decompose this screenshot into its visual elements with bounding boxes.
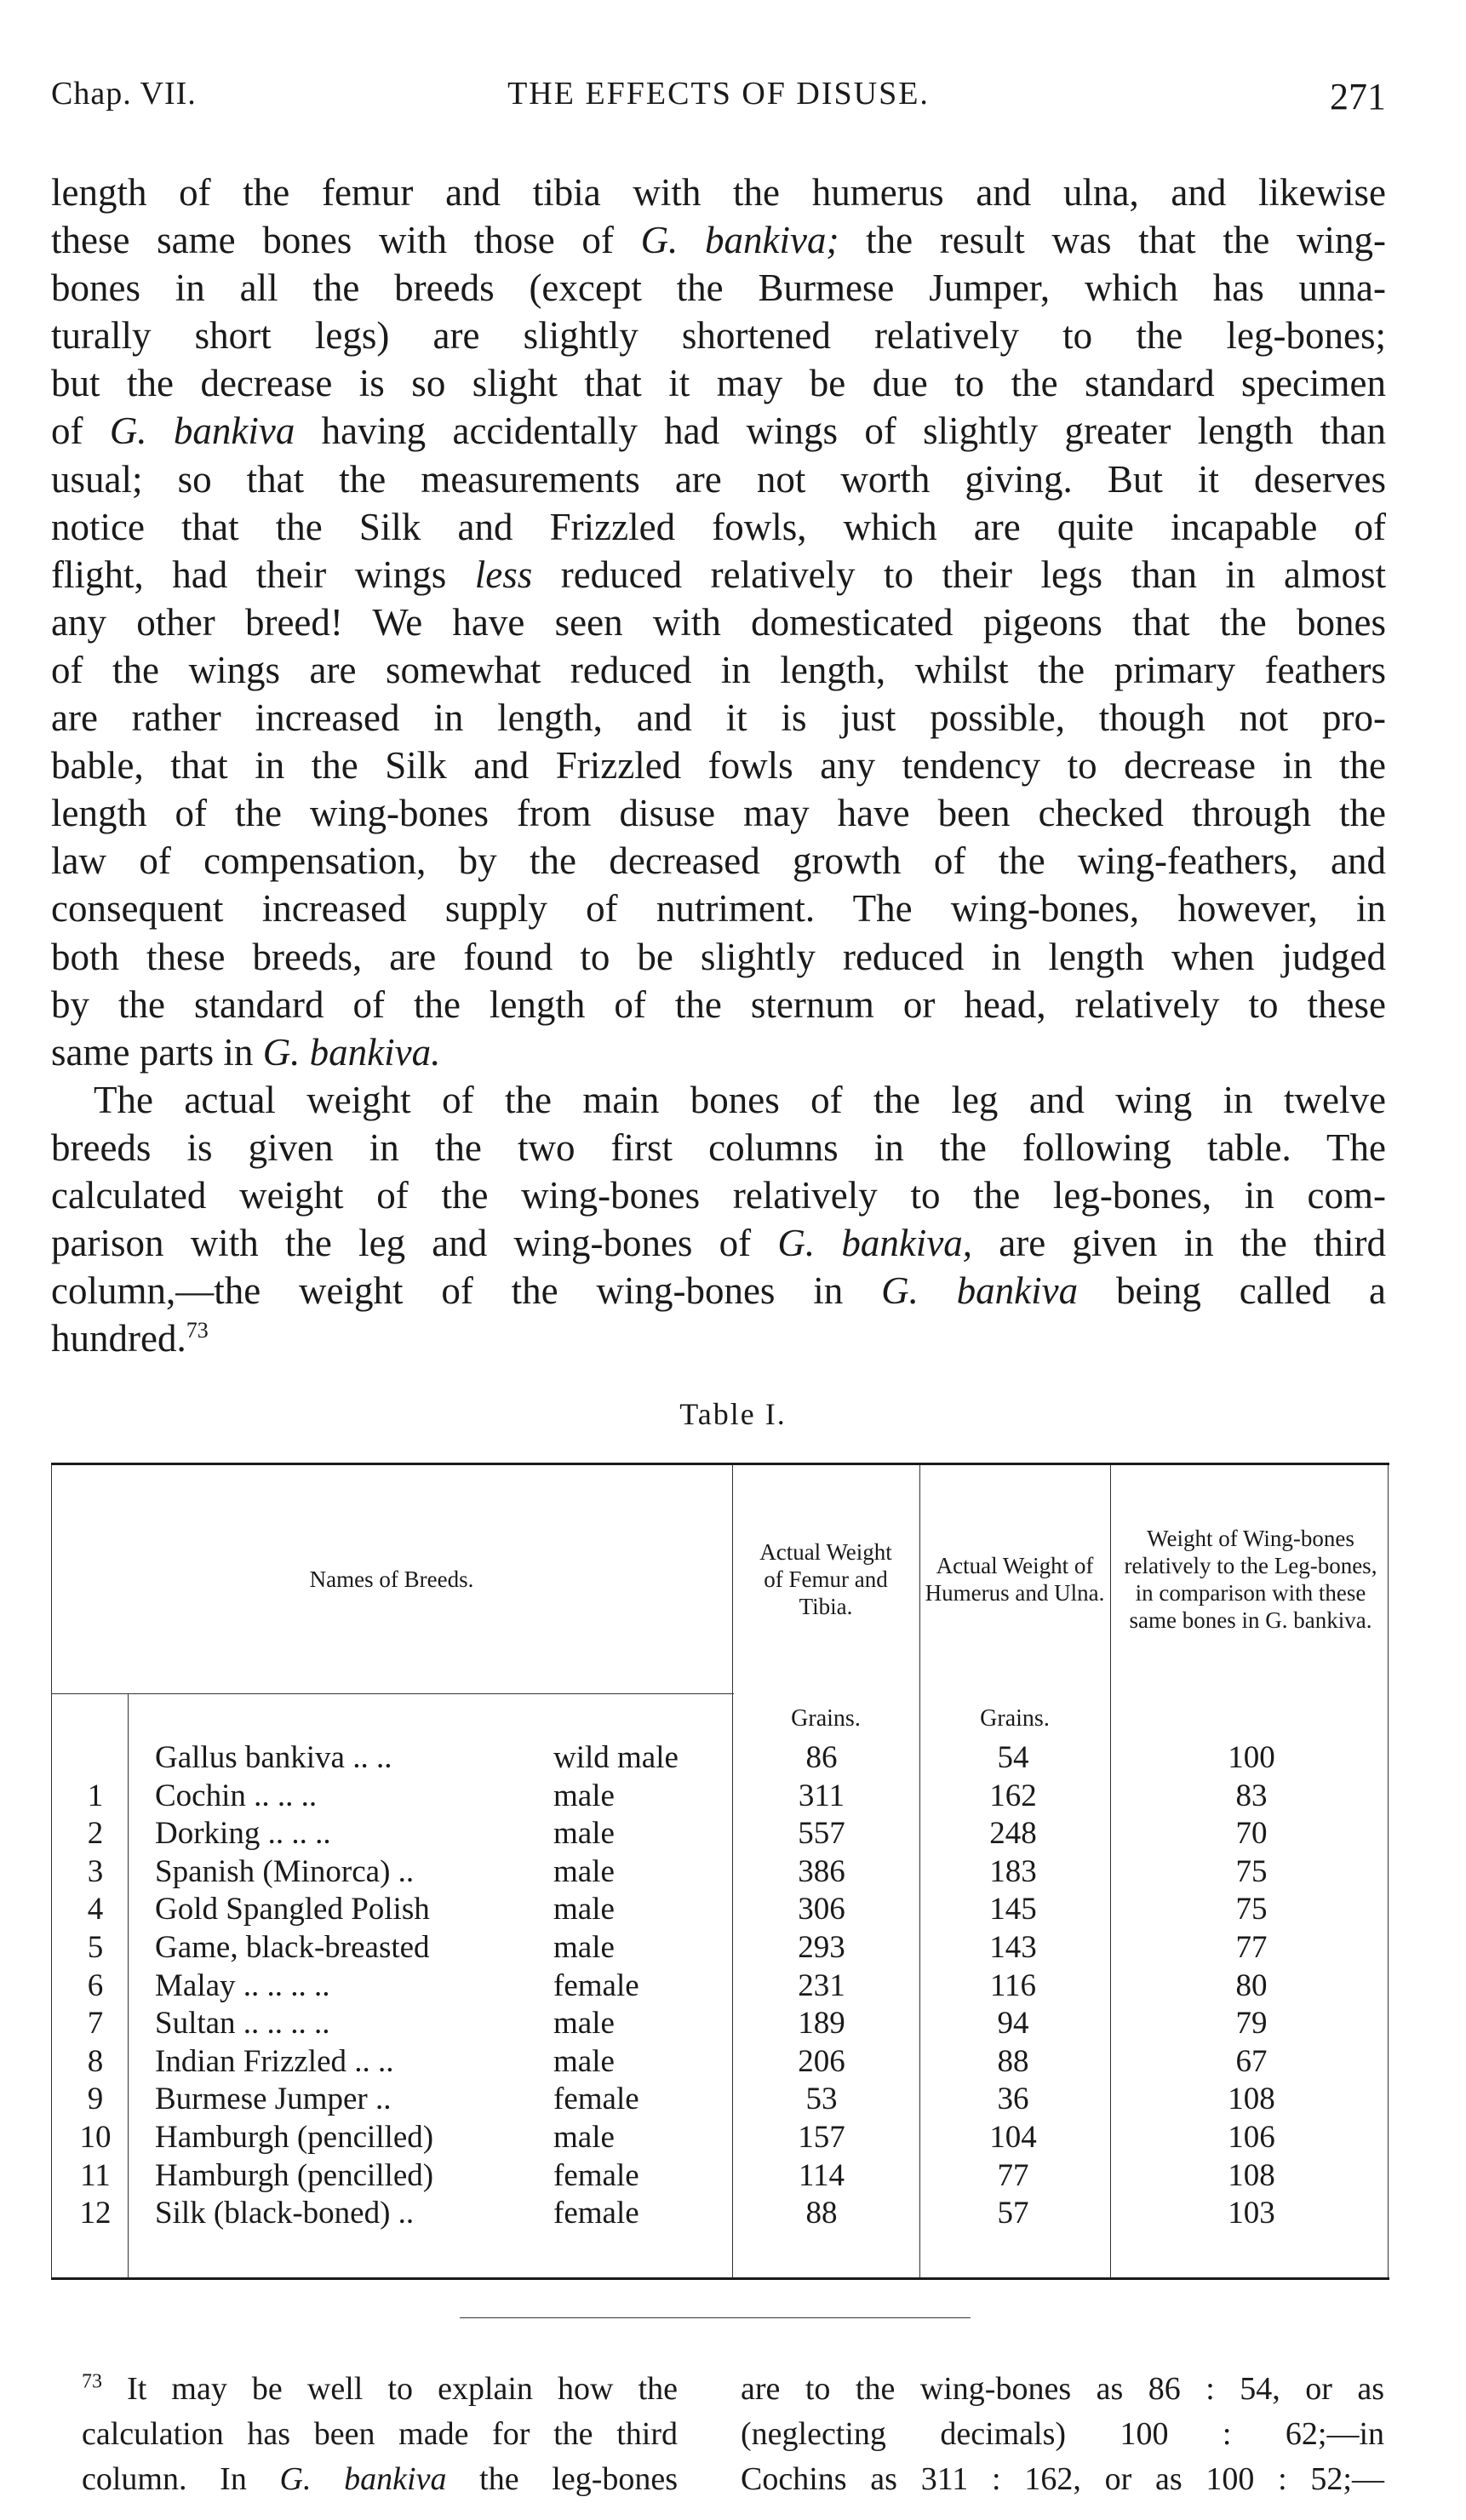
humerus-weight: 143: [989, 1930, 1037, 1965]
breed-sex: male: [553, 1778, 615, 1813]
breed-sex: male: [553, 1853, 615, 1889]
relative-weight: 83: [1235, 1778, 1268, 1813]
breed-name: Gold Spangled Polish: [155, 1892, 430, 1927]
text-line: [82, 2412, 678, 2457]
text-line: [741, 2412, 1384, 2457]
text-run: bones in all the breeds (except the Burmese Jumper, which has unna-: [51, 266, 1386, 310]
text-line: [51, 1076, 1386, 1124]
row-number: 7: [87, 2006, 104, 2042]
table-row: [51, 2195, 1389, 2232]
body-text: [51, 169, 1386, 1362]
row-number: 1: [87, 1778, 104, 1813]
text-run: any other breed! We have seen with domesticated pigeons that the bones: [51, 600, 1386, 644]
table-row: [51, 1967, 1389, 2005]
relative-weight: 79: [1235, 2006, 1268, 2042]
humerus-weight: 57: [997, 2196, 1029, 2231]
femur-weight: 311: [798, 1778, 845, 1813]
text-line: [51, 1219, 1386, 1267]
chapter-label: Chap. VII.: [51, 76, 197, 112]
humerus-weight: 88: [997, 2043, 1029, 2079]
table-row: [51, 2043, 1389, 2081]
text-run: length of the wing-bones from disuse may have been checked through the: [51, 792, 1386, 835]
breed-name: Hamburgh (pencilled): [155, 2157, 434, 2193]
text-run: hundred.: [51, 1317, 186, 1360]
text-run: of the wings are somewhat reduced in length, whilst the primary feathers: [51, 648, 1386, 691]
breed-sex: female: [553, 1967, 639, 2003]
text-run: of: [51, 410, 110, 453]
running-header: [51, 75, 1386, 123]
femur-weight: 86: [805, 1740, 838, 1775]
table-row: [51, 1739, 1389, 1777]
text-line: [741, 2367, 1384, 2412]
text-line: [51, 933, 1386, 981]
text-run: It may be well to explain how the: [102, 2371, 678, 2407]
text-run: Cochins as 311 : 162, or as 100 : 52;—: [741, 2461, 1384, 2497]
text-run: usual; so that the measurements are not worth giving. But it deserves: [51, 457, 1386, 501]
breed-sex: male: [553, 2006, 615, 2042]
row-number: 10: [79, 2120, 112, 2155]
humerus-weight: 116: [989, 1967, 1037, 2003]
breed-name: Malay .. .. .. ..: [155, 1967, 330, 2003]
text-run: flight, had their wings: [51, 553, 475, 596]
unit-humerus: Grains.: [980, 1705, 1050, 1732]
relative-weight: 75: [1235, 1892, 1268, 1927]
text-line: [51, 503, 1386, 551]
text-line: [51, 455, 1386, 503]
humerus-weight: 183: [989, 1853, 1037, 1889]
text-line: [51, 694, 1386, 742]
text-run: calculated weight of the wing-bones relatively to the leg-bones, in com-: [51, 1173, 1386, 1217]
text-line: [51, 1314, 1386, 1362]
text-run: (neglecting decimals) 100 : 62;—in: [741, 2416, 1384, 2452]
relative-weight: 80: [1235, 1967, 1268, 2003]
italic-run: G. bankiva;: [640, 219, 839, 262]
table-row: [51, 1778, 1389, 1815]
text-line: [51, 1028, 1386, 1076]
text-run: are given in the third: [972, 1222, 1386, 1265]
text-line: [51, 264, 1386, 312]
text-line: [51, 981, 1386, 1028]
text-run: consequent increased supply of nutriment. The wing-bones, however, in: [51, 887, 1386, 931]
row-number: 4: [87, 1892, 104, 1927]
text-run: breeds is given in the two first columns in the following table. The: [51, 1125, 1386, 1169]
breed-sex: female: [553, 2196, 639, 2231]
femur-weight: 293: [798, 1930, 845, 1965]
table-row: [51, 2157, 1389, 2195]
row-number: 11: [80, 2157, 111, 2193]
text-run: reduced relatively to their legs than in almost: [532, 553, 1386, 596]
breed-sex: male: [553, 2043, 615, 2079]
header-relative: Weight of Wing-bones relatively to the Leg-bones, in comparison with these same bones in G. bankiva.: [1124, 1526, 1377, 1633]
femur-weight: 114: [798, 2157, 845, 2193]
humerus-weight: 94: [997, 2006, 1029, 2042]
breed-sex: male: [553, 1816, 615, 1852]
text-line: [741, 2457, 1384, 2502]
femur-weight: 88: [805, 2196, 838, 2231]
text-run: are to the wing-bones as 86 : 54, or as: [741, 2371, 1384, 2407]
breed-sex: female: [553, 2082, 639, 2117]
header-femur: Actual Weight of Femur and Tibia.: [759, 1539, 892, 1619]
row-number: 12: [79, 2196, 112, 2231]
femur-weight: 53: [805, 2082, 838, 2117]
text-line: [51, 885, 1386, 932]
italic-run: G. bankiva,: [777, 1222, 973, 1265]
text-run: turally short legs) are slightly shortened relatively to the leg-bones;: [51, 314, 1386, 358]
text-run: bable, that in the Silk and Frizzled fowls any tendency to decrease in the: [51, 744, 1386, 788]
femur-weight: 206: [798, 2043, 845, 2079]
text-line: [51, 646, 1386, 694]
relative-weight: 103: [1228, 2196, 1275, 2231]
text-run: notice that the Silk and Frizzled fowls, which are quite incapable of: [51, 505, 1386, 548]
relative-weight: 108: [1228, 2082, 1275, 2117]
italic-run: G. bankiva.: [262, 1030, 441, 1074]
text-line: [51, 742, 1386, 789]
humerus-weight: 77: [997, 2157, 1029, 2193]
text-run: column,—the weight of the wing-bones in: [51, 1269, 882, 1313]
italic-run: G. bankiva: [279, 2461, 447, 2497]
text-line: [51, 1267, 1386, 1314]
femur-weight: 189: [798, 2006, 845, 2042]
text-run: column. In: [82, 2461, 280, 2497]
header-rule: [51, 1693, 734, 1694]
table-row: [51, 2119, 1389, 2156]
header-humerus: Actual Weight of Humerus and Ulna.: [925, 1553, 1105, 1606]
data-table: [51, 1463, 1389, 2280]
femur-weight: 306: [798, 1892, 845, 1927]
text-line: [51, 216, 1386, 264]
breed-name: Indian Frizzled .. ..: [155, 2043, 394, 2079]
text-run: The actual weight of the main bones of the leg and wing in twelve: [94, 1078, 1386, 1121]
footnote-left-column: [82, 2367, 678, 2502]
text-run: are rather increased in length, and it is just possible, though not pro-: [51, 696, 1386, 740]
femur-weight: 386: [798, 1853, 845, 1889]
femur-weight: 557: [798, 1816, 845, 1852]
italic-run: less: [474, 553, 533, 596]
text-line: [51, 359, 1386, 407]
text-line: [51, 551, 1386, 598]
row-number: 2: [87, 1816, 104, 1852]
running-title: THE EFFECTS OF DISUSE.: [507, 76, 930, 112]
breed-sex: female: [553, 2157, 639, 2193]
footnote-marker: 73: [186, 1318, 209, 1343]
relative-weight: 70: [1235, 1816, 1268, 1852]
italic-run: G. bankiva: [109, 410, 295, 453]
row-number: 8: [87, 2043, 104, 2079]
breed-sex: male: [553, 1930, 615, 1965]
text-line: [51, 598, 1386, 646]
paragraph-1: [51, 169, 1386, 1076]
femur-weight: 231: [798, 1967, 845, 2003]
breed-sex: male: [553, 1892, 615, 1927]
humerus-weight: 36: [997, 2082, 1029, 2117]
paragraph-2: [51, 1076, 1386, 1363]
table-row: [51, 1815, 1389, 1853]
page-number: 271: [1330, 76, 1386, 117]
row-number: 6: [87, 1967, 104, 2003]
breed-name: Burmese Jumper ..: [155, 2082, 392, 2117]
breed-name: Sultan .. .. .. ..: [155, 2006, 330, 2042]
text-line: [82, 2367, 678, 2412]
text-run: these same bones with those of: [51, 219, 641, 262]
text-run: same parts in: [51, 1030, 263, 1074]
footnote-marker: 73: [82, 2370, 102, 2393]
text-line: [51, 837, 1386, 885]
relative-weight: 106: [1228, 2120, 1275, 2155]
text-line: [51, 789, 1386, 837]
table-row: [51, 2081, 1389, 2118]
text-line: [82, 2457, 678, 2502]
relative-weight: 77: [1235, 1930, 1268, 1965]
relative-weight: 100: [1228, 1740, 1275, 1775]
text-run: but the decrease is so slight that it may be due to the standard specimen: [51, 362, 1386, 405]
breed-name: Cochin .. .. ..: [155, 1778, 318, 1813]
humerus-weight: 162: [989, 1778, 1037, 1813]
row-number: 5: [87, 1930, 104, 1965]
humerus-weight: 145: [989, 1892, 1037, 1927]
table-caption: Table I.: [679, 1397, 787, 1431]
footnote-right-column: [741, 2367, 1384, 2502]
text-line: [51, 312, 1386, 359]
row-number: 3: [87, 1853, 104, 1889]
relative-weight: 108: [1228, 2157, 1275, 2193]
text-run: by the standard of the length of the sternum or head, relatively to these: [51, 982, 1386, 1026]
breed-name: Dorking .. .. ..: [155, 1816, 331, 1852]
text-run: the result was that the wing-: [839, 219, 1387, 262]
unit-femur: Grains.: [791, 1705, 861, 1732]
text-line: [51, 407, 1386, 455]
footnote-rule: [460, 2317, 971, 2318]
row-number: 9: [87, 2082, 104, 2117]
text-run: calculation has been made for the third: [82, 2416, 678, 2452]
text-run: law of compensation, by the decreased growth of the wing-feathers, and: [51, 839, 1386, 883]
breed-name: Gallus bankiva .. ..: [155, 1740, 392, 1775]
breed-sex: wild male: [553, 1740, 679, 1775]
table-row: [51, 1929, 1389, 1967]
text-run: both these breeds, are found to be slightly reduced in length when judged: [51, 935, 1386, 978]
humerus-weight: 104: [989, 2120, 1037, 2155]
breed-name: Game, black-breasted: [155, 1930, 430, 1965]
breed-name: Silk (black-boned) ..: [155, 2196, 415, 2231]
text-run: length of the femur and tibia with the humerus and ulna, and likewise: [51, 171, 1386, 214]
text-line: [51, 1171, 1386, 1219]
text-line: [51, 169, 1386, 216]
humerus-weight: 248: [989, 1816, 1037, 1852]
text-line: [51, 1124, 1386, 1171]
femur-weight: 157: [798, 2120, 845, 2155]
breed-name: Spanish (Minorca) ..: [155, 1853, 415, 1889]
italic-run: G. bankiva: [881, 1269, 1079, 1313]
humerus-weight: 54: [997, 1740, 1029, 1775]
relative-weight: 75: [1235, 1853, 1268, 1889]
table-row: [51, 1891, 1389, 1928]
text-run: being called a: [1078, 1269, 1386, 1313]
text-run: the leg-bones: [446, 2461, 679, 2497]
text-run: having accidentally had wings of slightly greater length than: [295, 410, 1386, 453]
table-row: [51, 2005, 1389, 2042]
breed-name: Hamburgh (pencilled): [155, 2120, 434, 2155]
table-row: [51, 1853, 1389, 1891]
text-run: parison with the leg and wing-bones of: [51, 1222, 778, 1265]
header-names: Names of Breeds.: [309, 1566, 474, 1592]
breed-sex: male: [553, 2120, 615, 2155]
relative-weight: 67: [1235, 2043, 1268, 2079]
